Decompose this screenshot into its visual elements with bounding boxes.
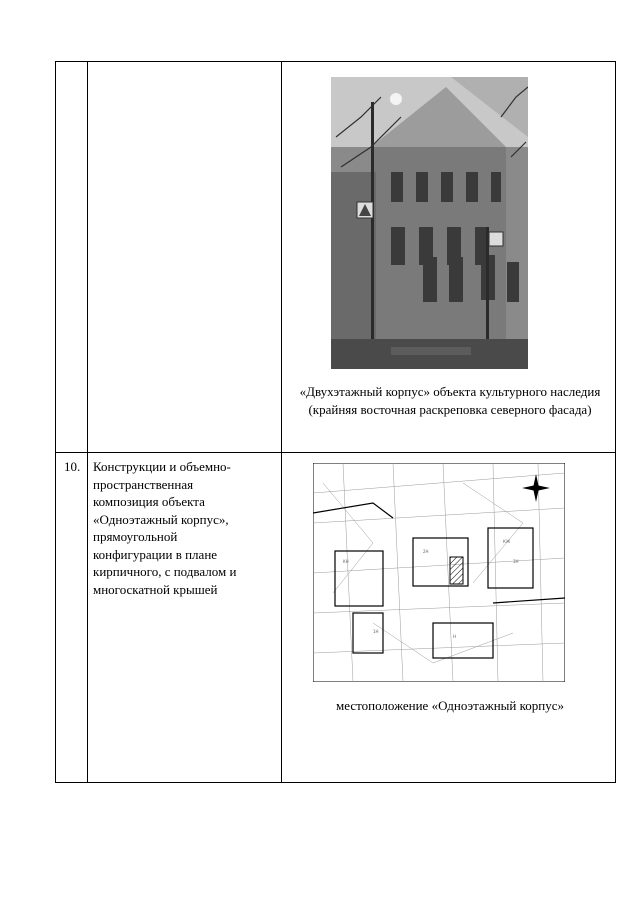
description-line: многоскатной крышей	[93, 581, 218, 597]
svg-text:KН: KН	[343, 559, 349, 564]
description-line: «Одноэтажный корпус»,	[93, 511, 229, 527]
description-line: кирпичного, с подвалом и	[93, 564, 237, 579]
site-plan-map	[313, 463, 565, 682]
svg-text:3Н: 3Н	[513, 559, 519, 564]
row-number: 10.	[64, 459, 81, 474]
svg-text:КЖ: КЖ	[503, 539, 511, 544]
highlighted-building	[450, 557, 463, 584]
description-line: прямоугольной	[93, 529, 178, 544]
description-line: композиция объекта	[93, 494, 205, 509]
description-line: конфигурации в плане	[93, 546, 218, 562]
photo-caption: «Двухэтажный корпус» объекта культурного наследия (крайняя восточная раскреповка северного фасада)	[299, 384, 601, 417]
map-caption: местоположение «Одноэтажный корпус»	[336, 698, 564, 713]
object-description	[93, 458, 277, 598]
description-line: Конструкции и объемно-	[93, 459, 231, 474]
svg-text:2Н: 2Н	[423, 549, 429, 554]
svg-text:1Н: 1Н	[373, 629, 379, 634]
building-photo	[331, 77, 528, 369]
description-line: пространственная	[93, 476, 194, 492]
svg-text:Н: Н	[453, 634, 457, 639]
